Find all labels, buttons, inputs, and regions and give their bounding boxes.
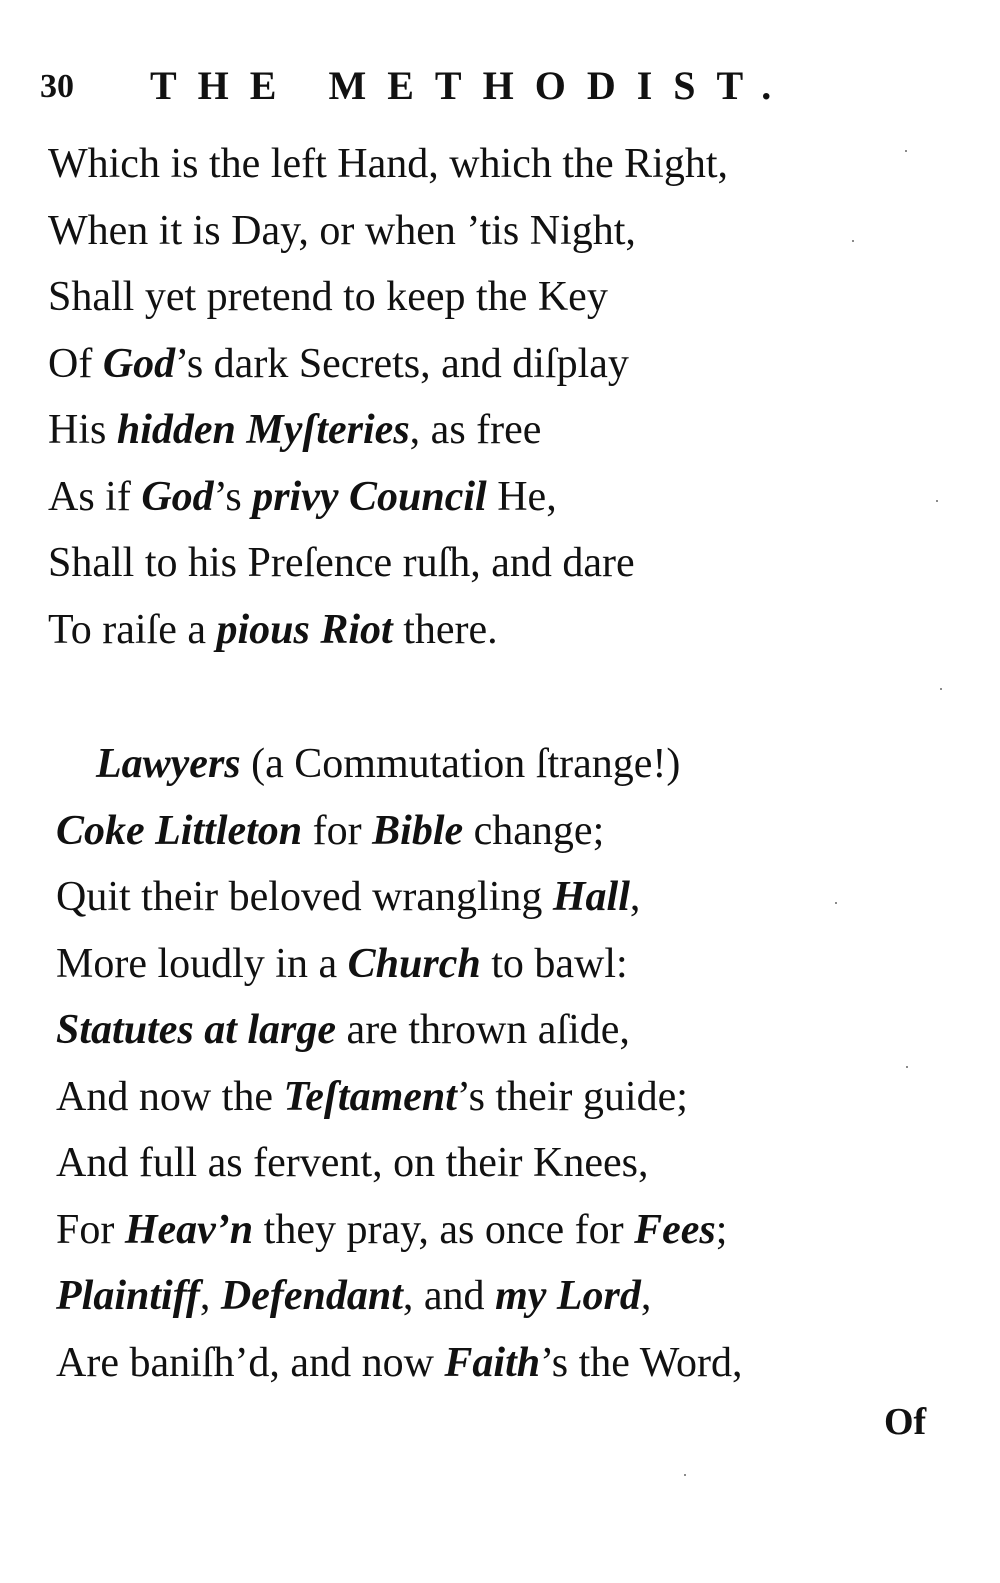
verse-text: Are baniſh’d, and now	[56, 1340, 445, 1386]
italic-phrase: Bible	[372, 808, 464, 854]
italic-phrase: Hall	[552, 874, 630, 920]
verse-text: ’s dark Secrets, and diſplay	[175, 341, 629, 387]
print-speck	[936, 500, 938, 502]
verse-text: ,	[199, 1273, 221, 1319]
verse-text: to bawl:	[480, 941, 628, 987]
verse-text: Quit their beloved wrangling	[56, 874, 553, 920]
print-speck	[906, 1066, 908, 1068]
verse-text: are thrown aſide,	[336, 1007, 630, 1053]
verse-text: , and	[402, 1273, 496, 1319]
italic-phrase: privy Council	[252, 474, 487, 520]
italic-phrase: God	[102, 341, 176, 387]
verse-line	[48, 273, 608, 321]
print-speck	[940, 688, 942, 690]
verse-text: More loudly in a	[56, 941, 348, 987]
verse-line	[56, 873, 640, 921]
italic-phrase: Faith	[444, 1340, 541, 1386]
verse-line	[48, 539, 635, 587]
verse-text: ’s	[213, 474, 253, 520]
italic-phrase: Statutes at large	[56, 1007, 337, 1053]
print-speck	[684, 1474, 686, 1476]
verse-line	[48, 406, 541, 454]
verse-line	[56, 1206, 727, 1254]
verse-text: Shall yet pretend to keep the Key	[48, 274, 608, 320]
verse-text: As if	[48, 474, 142, 520]
verse-line	[48, 340, 629, 388]
verse-text: And full as fervent, on their Knees,	[56, 1140, 649, 1186]
verse-text: His	[48, 407, 117, 453]
italic-phrase: pious Riot	[216, 607, 393, 653]
verse-text: , as free	[409, 407, 542, 453]
verse-text: ’s their guide;	[456, 1074, 688, 1120]
verse-text: And now the	[56, 1074, 284, 1120]
verse-line	[56, 1139, 649, 1187]
verse-text: When it is Day, or when ’tis Night,	[48, 208, 636, 254]
verse-text: ;	[715, 1207, 728, 1253]
verse-line	[56, 1006, 630, 1054]
italic-phrase: Plaintiff	[56, 1273, 200, 1319]
catchword: Of	[884, 1401, 927, 1443]
italic-phrase: my Lord	[495, 1273, 641, 1319]
italic-phrase: Church	[347, 941, 481, 987]
running-title: THE METHODIST.	[150, 63, 793, 108]
italic-phrase: Heav’n	[124, 1207, 254, 1253]
verse-text: there.	[392, 607, 498, 653]
italic-phrase: God	[141, 474, 214, 520]
print-speck	[835, 902, 837, 904]
verse-text: He,	[486, 474, 557, 520]
italic-phrase: Teſtament	[283, 1074, 457, 1120]
verse-text: (a Commutation ſtrange!)	[240, 741, 681, 787]
page-header	[40, 62, 860, 112]
verse-line	[56, 807, 604, 855]
verse-text: ’s the Word,	[540, 1340, 743, 1386]
verse-line	[56, 1339, 742, 1387]
verse-text: for	[302, 808, 373, 854]
verse-text: change;	[463, 808, 605, 854]
verse-line	[48, 140, 728, 188]
italic-phrase: Coke Littleton	[56, 808, 303, 854]
italic-phrase: Defendant	[220, 1273, 403, 1319]
verse-text: To raiſe a	[48, 607, 217, 653]
verse-text: Shall to his Preſence ruſh, and dare	[48, 540, 635, 586]
verse-text: Of	[48, 341, 103, 387]
verse-line	[96, 740, 680, 788]
print-speck	[905, 150, 907, 152]
verse-text: For	[56, 1207, 125, 1253]
verse-line	[48, 473, 557, 521]
verse-text: ,	[640, 1273, 652, 1319]
italic-phrase: Fees	[634, 1207, 716, 1253]
page-number: 30	[40, 68, 74, 105]
verse-line	[56, 1073, 688, 1121]
verse-line	[56, 940, 628, 988]
italic-phrase: hidden Myſteries	[116, 407, 410, 453]
verse-text: they pray, as once for	[253, 1207, 635, 1253]
print-speck	[852, 240, 854, 242]
verse-line	[48, 606, 498, 654]
italic-phrase: Lawyers	[96, 741, 241, 787]
verse-text: Which is the left Hand, which the Right,	[48, 141, 729, 187]
verse-line	[48, 207, 636, 255]
verse-line	[56, 1272, 651, 1320]
verse-text: ,	[629, 874, 641, 920]
